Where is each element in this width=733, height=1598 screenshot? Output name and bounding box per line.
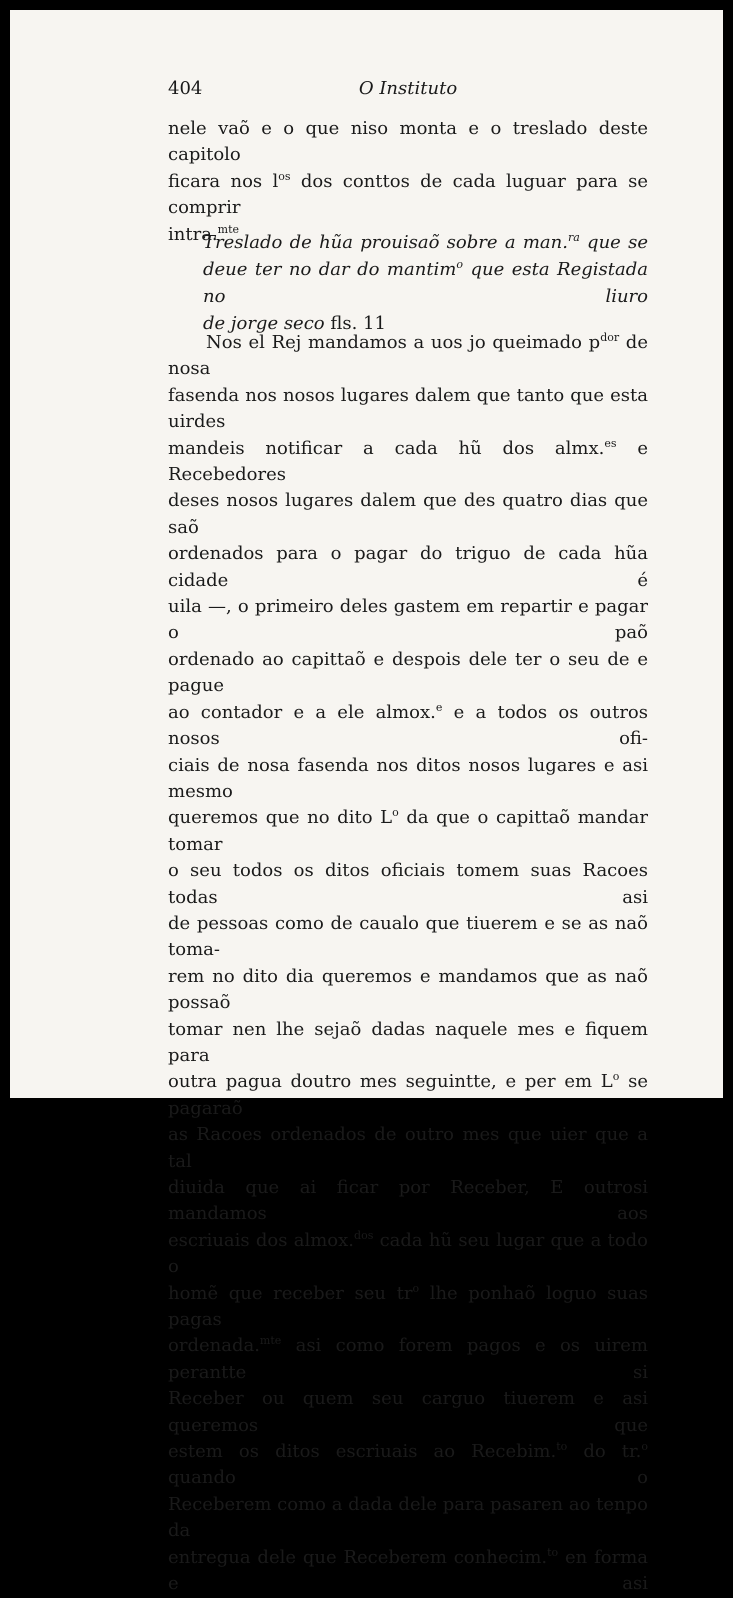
heading-line: Treslado de hũa prouisaõ sobre a man.$^{ra}$ que se — [203, 231, 648, 253]
text-line: ao contador e a ele almox.$^e$ e a todos os outros nosos ofi- — [168, 700, 649, 750]
text-line: tomar nen lhe sejaõ dadas naquele mes e fiquem para — [168, 1018, 648, 1066]
text-line: ficara nos $l^{os}$ dos conttos de cada luguar para se comprir — [168, 169, 648, 219]
text-line: uila —, o primeiro deles gastem em repartir e pagar o paõ — [168, 596, 648, 644]
text-line: ordenada.$^{mte}$ asi como forem pagos e os uirem perantte si — [168, 1334, 648, 1383]
section-heading — [203, 229, 648, 337]
text-line: estem os ditos escriuais ao Recebim.$^{to}$ do tr.$^o$ quando o — [168, 1440, 649, 1489]
text-line: Receberem como a dada dele para pasaren ao tenpo da — [168, 1493, 648, 1542]
text-line: ciais de nosa fasenda nos ditos nosos lugares e asi mesmo — [168, 754, 648, 802]
text-line: homẽ que receber seu $tr^o$ lhe ponhaõ loguo suas pagas — [168, 1281, 648, 1331]
text-line: mandeis notificar a cada hũ dos almx.$^{es}$ e Recebedores — [168, 436, 649, 486]
journal-title: O Instituto — [358, 78, 458, 99]
page-number: 404 — [168, 78, 203, 99]
text-line: rem no dito dia queremos e mandamos que as naõ possaõ — [168, 965, 648, 1014]
running-head — [168, 78, 648, 104]
body-paragraph — [168, 330, 648, 1598]
text-line: escriuais dos almox.$^{dos}$ cada hũ seu lugar que a todo o — [168, 1228, 648, 1278]
text-line: de pessoas como de caualo que tiuerem e se as naõ toma- — [168, 912, 648, 961]
text-line: ordenado ao capittaõ e despois dele ter o seu de e pague — [168, 648, 648, 697]
text-line: entregua dele que Receberem conhecim.$^{to}$ en forma e asi — [168, 1545, 648, 1595]
text-line: outra pagua doutro mes seguintte, e per em $L^o$ se pagaraõ — [168, 1070, 648, 1119]
page — [10, 10, 723, 1595]
heading-line: deue ter no dar do mantim$^o$ que esta Registada no liuro — [203, 258, 648, 307]
text-line: diuida que ai ficar por Receber, E outrosi mandamos aos — [168, 1177, 648, 1225]
text-line: ordenados para o pagar do triguo de cada hũa cidade é — [168, 543, 648, 591]
text-line: as Racoes ordenados de outro mes que uier que a tal — [168, 1124, 648, 1172]
text-line: intra.$^{mte}$ — [168, 222, 240, 245]
text-line: deses nosos lugares dalem que des quatro dias que saõ — [168, 490, 648, 538]
text-line: fasenda nos nosos lugares dalem que tanto que esta uirdes — [168, 384, 648, 433]
folio-reference: fls. 11 — [324, 313, 386, 334]
text-line: queremos que no dito $L^o$ da que o capittaõ mandar tomar — [168, 806, 648, 855]
heading-line: de jorge seco fls. 11 — [203, 313, 386, 334]
text-line: Nos el Rej mandamos a uos jo queimado $p^{dor}$ de nosa — [168, 331, 648, 380]
text-line: Receber ou quem seu carguo tiuerem e asi queremos que — [168, 1388, 648, 1436]
text-line: nele vaõ e o que niso monta e o treslado deste capitolo — [168, 118, 648, 166]
text-line: o seu todos os ditos oficiais tomem suas Racoes todas asi — [168, 860, 648, 908]
